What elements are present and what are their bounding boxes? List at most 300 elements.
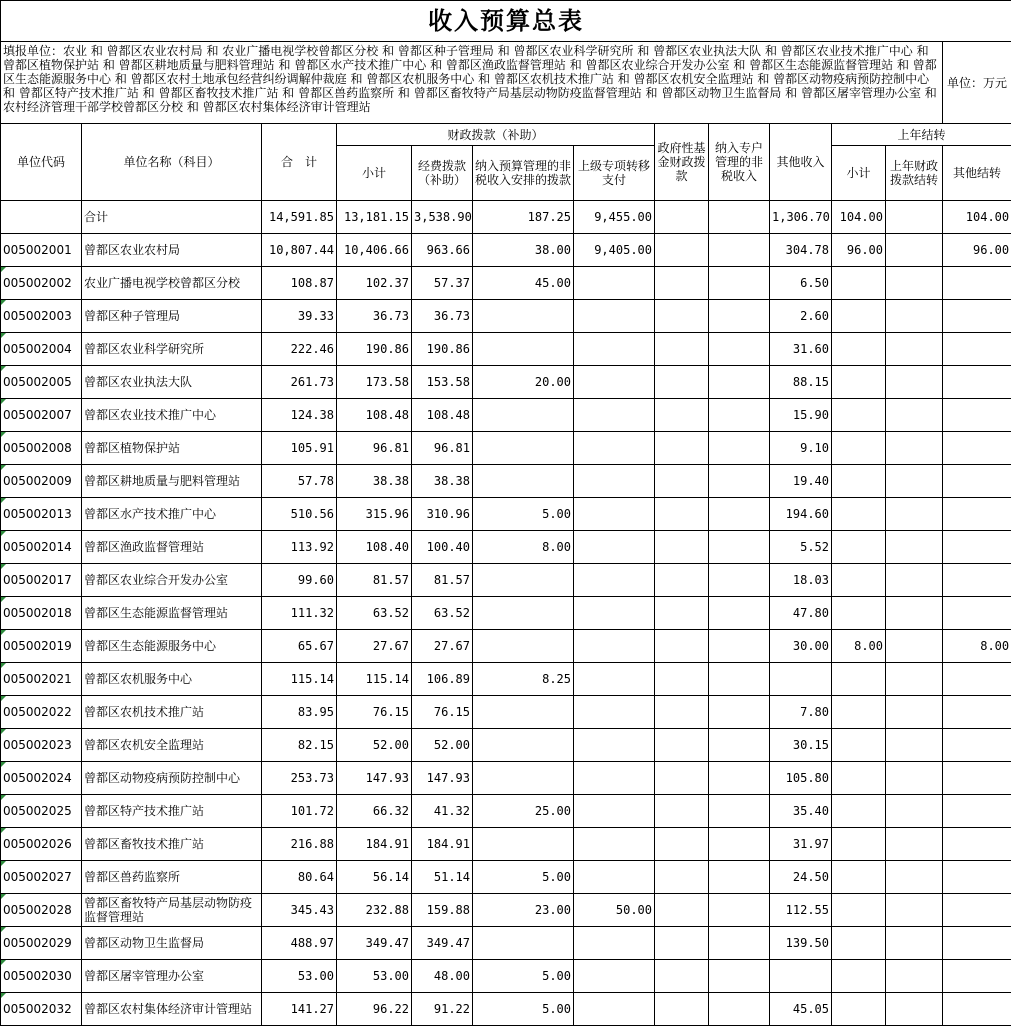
unit-name: 曾都区动物卫生监督局	[82, 927, 262, 960]
subtotal-cell: 63.52	[337, 597, 412, 630]
carry-subtotal-cell	[832, 861, 886, 894]
gov-fund-cell	[655, 366, 709, 399]
expense-cell: 27.67	[412, 630, 473, 663]
carry-other-cell: 8.00	[943, 630, 1011, 663]
carry-fiscal-cell	[886, 960, 943, 993]
carry-subtotal-cell	[832, 564, 886, 597]
carry-other-cell	[943, 729, 1011, 762]
unit-name: 曾都区生态能源监督管理站	[82, 597, 262, 630]
table-row	[1, 894, 1011, 927]
carry-other-cell	[943, 894, 1011, 927]
gov-fund-cell	[655, 927, 709, 960]
carry-other-cell: 96.00	[943, 234, 1011, 267]
unit-name: 曾都区农业科学研究所	[82, 333, 262, 366]
transfer-cell	[574, 399, 655, 432]
carry-fiscal-cell	[886, 861, 943, 894]
transfer-cell	[574, 465, 655, 498]
other-income-cell: 139.50	[770, 927, 832, 960]
page-title: 收入预算总表	[1, 1, 1011, 42]
unit-name: 曾都区水产技术推广中心	[82, 498, 262, 531]
special-cell	[709, 333, 770, 366]
expense-cell: 106.89	[412, 663, 473, 696]
special-cell	[709, 432, 770, 465]
carry-other-cell	[943, 465, 1011, 498]
unit-name: 曾都区耕地质量与肥料管理站	[82, 465, 262, 498]
carry-fiscal-cell	[886, 762, 943, 795]
gov-fund-cell	[655, 663, 709, 696]
nontax-cell: 5.00	[473, 861, 574, 894]
table-row	[1, 300, 1011, 333]
carry-other-cell	[943, 333, 1011, 366]
gov-fund-cell	[655, 465, 709, 498]
subtotal-cell: 108.48	[337, 399, 412, 432]
carry-fiscal-cell	[886, 399, 943, 432]
expense-cell: 52.00	[412, 729, 473, 762]
special-cell	[709, 861, 770, 894]
other-income-cell: 30.15	[770, 729, 832, 762]
carry-subtotal-cell	[832, 267, 886, 300]
unit-code: 005002009	[1, 465, 82, 498]
header-nontax: 纳入预算管理的非税收入安排的拨款	[473, 146, 574, 201]
carry-subtotal-cell: 96.00	[832, 234, 886, 267]
carry-other-cell	[943, 861, 1011, 894]
total-cell: 82.15	[262, 729, 337, 762]
header-subtotal: 小计	[337, 146, 412, 201]
expense-cell: 108.48	[412, 399, 473, 432]
carry-other-cell	[943, 960, 1011, 993]
carry-fiscal-cell	[886, 993, 943, 1026]
other-income-cell	[770, 663, 832, 696]
special-cell	[709, 267, 770, 300]
gov-fund-cell	[655, 531, 709, 564]
header-special: 纳入专户管理的非税收入	[709, 124, 770, 201]
other-income-cell: 45.05	[770, 993, 832, 1026]
carry-fiscal-cell	[886, 729, 943, 762]
carry-fiscal-cell	[886, 432, 943, 465]
unit-name: 曾都区畜牧技术推广站	[82, 828, 262, 861]
transfer-cell	[574, 960, 655, 993]
subtotal-cell: 38.38	[337, 465, 412, 498]
nontax-cell	[473, 696, 574, 729]
total-cell: 10,807.44	[262, 234, 337, 267]
transfer-cell	[574, 663, 655, 696]
carry-other-cell	[943, 762, 1011, 795]
table-row	[1, 366, 1011, 399]
table-row	[1, 399, 1011, 432]
nontax-cell: 20.00	[473, 366, 574, 399]
table-row	[1, 465, 1011, 498]
transfer-cell	[574, 795, 655, 828]
total-cell: 510.56	[262, 498, 337, 531]
table-row	[1, 564, 1011, 597]
transfer-cell	[574, 729, 655, 762]
unit-code: 005002014	[1, 531, 82, 564]
header-carry-fiscal: 上年财政拨款结转	[886, 146, 943, 201]
expense-cell: 963.66	[412, 234, 473, 267]
total-cell: 124.38	[262, 399, 337, 432]
carry-other-cell: 104.00	[943, 201, 1011, 234]
table-row	[1, 333, 1011, 366]
special-cell	[709, 993, 770, 1026]
subtotal-cell: 96.81	[337, 432, 412, 465]
unit-code: 005002018	[1, 597, 82, 630]
subtotal-cell: 96.22	[337, 993, 412, 1026]
special-cell	[709, 531, 770, 564]
unit-code: 005002032	[1, 993, 82, 1026]
unit-code: 005002025	[1, 795, 82, 828]
unit-code: 005002029	[1, 927, 82, 960]
total-cell: 111.32	[262, 597, 337, 630]
unit-name: 曾都区动物疫病预防控制中心	[82, 762, 262, 795]
nontax-cell: 5.00	[473, 498, 574, 531]
carry-other-cell	[943, 663, 1011, 696]
nontax-cell: 25.00	[473, 795, 574, 828]
nontax-cell	[473, 564, 574, 597]
table-row	[1, 861, 1011, 894]
expense-cell: 48.00	[412, 960, 473, 993]
unit-code: 005002022	[1, 696, 82, 729]
carry-fiscal-cell	[886, 498, 943, 531]
unit-code: 005002023	[1, 729, 82, 762]
subtotal-cell: 56.14	[337, 861, 412, 894]
carry-fiscal-cell	[886, 531, 943, 564]
nontax-cell	[473, 399, 574, 432]
gov-fund-cell	[655, 267, 709, 300]
transfer-cell	[574, 333, 655, 366]
special-cell	[709, 663, 770, 696]
nontax-cell: 187.25	[473, 201, 574, 234]
other-income-cell: 9.10	[770, 432, 832, 465]
carry-other-cell	[943, 300, 1011, 333]
subtotal-cell: 147.93	[337, 762, 412, 795]
unit-name: 曾都区植物保护站	[82, 432, 262, 465]
header-carry-subtotal: 小计	[832, 146, 886, 201]
nontax-cell	[473, 927, 574, 960]
unit-code: 005002017	[1, 564, 82, 597]
total-cell: 39.33	[262, 300, 337, 333]
expense-cell: 91.22	[412, 993, 473, 1026]
subtotal-cell: 232.88	[337, 894, 412, 927]
unit-name: 曾都区农村集体经济审计管理站	[82, 993, 262, 1026]
other-income-cell: 194.60	[770, 498, 832, 531]
expense-cell: 184.91	[412, 828, 473, 861]
carry-other-cell	[943, 498, 1011, 531]
table-row	[1, 960, 1011, 993]
nontax-cell	[473, 729, 574, 762]
table-row	[1, 729, 1011, 762]
other-income-cell: 7.80	[770, 696, 832, 729]
special-cell	[709, 201, 770, 234]
total-cell: 80.64	[262, 861, 337, 894]
carry-other-cell	[943, 399, 1011, 432]
gov-fund-cell	[655, 564, 709, 597]
unit-code: 005002003	[1, 300, 82, 333]
carry-fiscal-cell	[886, 201, 943, 234]
carry-subtotal-cell	[832, 828, 886, 861]
gov-fund-cell	[655, 795, 709, 828]
subtotal-cell: 36.73	[337, 300, 412, 333]
unit-code: 005002007	[1, 399, 82, 432]
gov-fund-cell	[655, 960, 709, 993]
carry-other-cell	[943, 597, 1011, 630]
carry-fiscal-cell	[886, 828, 943, 861]
expense-cell: 159.88	[412, 894, 473, 927]
carry-other-cell	[943, 828, 1011, 861]
table-body	[1, 201, 1011, 1026]
total-cell: 14,591.85	[262, 201, 337, 234]
special-cell	[709, 795, 770, 828]
other-income-cell: 5.52	[770, 531, 832, 564]
transfer-cell	[574, 366, 655, 399]
table-row	[1, 432, 1011, 465]
table-row	[1, 663, 1011, 696]
carry-subtotal-cell	[832, 993, 886, 1026]
unit-code: 005002001	[1, 234, 82, 267]
unit-code: 005002004	[1, 333, 82, 366]
unit-code	[1, 201, 82, 234]
carry-subtotal-cell	[832, 762, 886, 795]
expense-cell: 147.93	[412, 762, 473, 795]
total-cell: 53.00	[262, 960, 337, 993]
table-row	[1, 828, 1011, 861]
unit-code: 005002028	[1, 894, 82, 927]
gov-fund-cell	[655, 993, 709, 1026]
special-cell	[709, 762, 770, 795]
special-cell	[709, 465, 770, 498]
nontax-cell: 8.25	[473, 663, 574, 696]
carry-subtotal-cell	[832, 927, 886, 960]
expense-cell: 96.81	[412, 432, 473, 465]
other-income-cell: 88.15	[770, 366, 832, 399]
carry-subtotal-cell	[832, 498, 886, 531]
subtotal-cell: 66.32	[337, 795, 412, 828]
total-cell: 101.72	[262, 795, 337, 828]
expense-cell: 41.32	[412, 795, 473, 828]
subtotal-cell: 115.14	[337, 663, 412, 696]
expense-cell: 81.57	[412, 564, 473, 597]
total-cell: 253.73	[262, 762, 337, 795]
subtotal-cell: 52.00	[337, 729, 412, 762]
special-cell	[709, 927, 770, 960]
carry-subtotal-cell	[832, 399, 886, 432]
gov-fund-cell	[655, 432, 709, 465]
carry-subtotal-cell	[832, 597, 886, 630]
unit-code: 005002021	[1, 663, 82, 696]
nontax-cell	[473, 630, 574, 663]
special-cell	[709, 729, 770, 762]
expense-cell: 51.14	[412, 861, 473, 894]
other-income-cell	[770, 960, 832, 993]
expense-cell: 57.37	[412, 267, 473, 300]
unit-name: 曾都区种子管理局	[82, 300, 262, 333]
transfer-cell	[574, 828, 655, 861]
expense-cell: 63.52	[412, 597, 473, 630]
carry-other-cell	[943, 993, 1011, 1026]
table-row	[1, 234, 1011, 267]
total-cell: 108.87	[262, 267, 337, 300]
header-total: 合 计	[262, 124, 337, 201]
other-income-cell: 18.03	[770, 564, 832, 597]
gov-fund-cell	[655, 894, 709, 927]
transfer-cell: 9,405.00	[574, 234, 655, 267]
table-row	[1, 630, 1011, 663]
carry-fiscal-cell	[886, 795, 943, 828]
transfer-cell: 50.00	[574, 894, 655, 927]
special-cell	[709, 300, 770, 333]
expense-cell: 153.58	[412, 366, 473, 399]
unit-code: 005002019	[1, 630, 82, 663]
carry-subtotal-cell: 104.00	[832, 201, 886, 234]
expense-cell: 100.40	[412, 531, 473, 564]
expense-cell: 3,538.90	[412, 201, 473, 234]
gov-fund-cell	[655, 234, 709, 267]
carry-other-cell	[943, 366, 1011, 399]
gov-fund-cell	[655, 762, 709, 795]
special-cell	[709, 366, 770, 399]
unit-code: 005002005	[1, 366, 82, 399]
transfer-cell	[574, 564, 655, 597]
table-row	[1, 597, 1011, 630]
carry-other-cell	[943, 564, 1011, 597]
other-income-cell: 15.90	[770, 399, 832, 432]
carry-fiscal-cell	[886, 333, 943, 366]
other-income-cell: 30.00	[770, 630, 832, 663]
nontax-cell	[473, 300, 574, 333]
total-cell: 83.95	[262, 696, 337, 729]
gov-fund-cell	[655, 861, 709, 894]
expense-cell: 190.86	[412, 333, 473, 366]
special-cell	[709, 828, 770, 861]
carry-subtotal-cell	[832, 432, 886, 465]
nontax-cell	[473, 597, 574, 630]
unit-name: 曾都区屠宰管理办公室	[82, 960, 262, 993]
transfer-cell	[574, 762, 655, 795]
transfer-cell	[574, 531, 655, 564]
other-income-cell: 2.60	[770, 300, 832, 333]
table-row	[1, 267, 1011, 300]
special-cell	[709, 696, 770, 729]
table-row	[1, 762, 1011, 795]
unit-code: 005002027	[1, 861, 82, 894]
subtotal-cell: 76.15	[337, 696, 412, 729]
carry-subtotal-cell	[832, 333, 886, 366]
expense-cell: 310.96	[412, 498, 473, 531]
carry-fiscal-cell	[886, 300, 943, 333]
unit-name: 曾都区农业技术推广中心	[82, 399, 262, 432]
transfer-cell	[574, 267, 655, 300]
total-cell: 65.67	[262, 630, 337, 663]
unit-name: 曾都区畜牧特产局基层动物防疫监督管理站	[82, 894, 262, 927]
special-cell	[709, 498, 770, 531]
other-income-cell: 1,306.70	[770, 201, 832, 234]
carry-fiscal-cell	[886, 465, 943, 498]
gov-fund-cell	[655, 498, 709, 531]
unit-name: 曾都区生态能源服务中心	[82, 630, 262, 663]
header-carry-other: 其他结转	[943, 146, 1011, 201]
gov-fund-cell	[655, 399, 709, 432]
unit-name: 曾都区农机安全监理站	[82, 729, 262, 762]
special-cell	[709, 597, 770, 630]
subtotal-cell: 27.67	[337, 630, 412, 663]
unit-code: 005002008	[1, 432, 82, 465]
carry-fiscal-cell	[886, 663, 943, 696]
unit-name: 曾都区渔政监督管理站	[82, 531, 262, 564]
special-cell	[709, 960, 770, 993]
transfer-cell	[574, 597, 655, 630]
transfer-cell	[574, 927, 655, 960]
other-income-cell: 47.80	[770, 597, 832, 630]
nontax-cell	[473, 828, 574, 861]
unit-code: 005002026	[1, 828, 82, 861]
expense-cell: 76.15	[412, 696, 473, 729]
unit-name: 曾都区兽药监察所	[82, 861, 262, 894]
other-income-cell: 304.78	[770, 234, 832, 267]
total-cell: 345.43	[262, 894, 337, 927]
subtotal-cell: 184.91	[337, 828, 412, 861]
unit-code: 005002013	[1, 498, 82, 531]
transfer-cell	[574, 861, 655, 894]
table-row	[1, 696, 1011, 729]
total-cell: 216.88	[262, 828, 337, 861]
gov-fund-cell	[655, 630, 709, 663]
transfer-cell	[574, 300, 655, 333]
header-code: 单位代码	[1, 124, 82, 201]
special-cell	[709, 564, 770, 597]
gov-fund-cell	[655, 729, 709, 762]
carry-fiscal-cell	[886, 927, 943, 960]
expense-cell: 38.38	[412, 465, 473, 498]
gov-fund-cell	[655, 696, 709, 729]
header-expense: 经费拨款（补助）	[412, 146, 473, 201]
carry-other-cell	[943, 696, 1011, 729]
table-row	[1, 927, 1011, 960]
total-cell: 488.97	[262, 927, 337, 960]
carry-subtotal-cell	[832, 531, 886, 564]
subtotal-cell: 315.96	[337, 498, 412, 531]
total-cell: 141.27	[262, 993, 337, 1026]
nontax-cell: 23.00	[473, 894, 574, 927]
transfer-cell: 9,455.00	[574, 201, 655, 234]
carry-subtotal-cell: 8.00	[832, 630, 886, 663]
carry-fiscal-cell	[886, 597, 943, 630]
nontax-cell	[473, 465, 574, 498]
transfer-cell	[574, 993, 655, 1026]
nontax-cell: 45.00	[473, 267, 574, 300]
subtotal-cell: 81.57	[337, 564, 412, 597]
carry-fiscal-cell	[886, 630, 943, 663]
total-cell: 261.73	[262, 366, 337, 399]
header-carryover: 上年结转	[832, 124, 1011, 146]
carry-fiscal-cell	[886, 564, 943, 597]
total-cell: 105.91	[262, 432, 337, 465]
other-income-cell: 31.97	[770, 828, 832, 861]
header-transfer: 上级专项转移支付	[574, 146, 655, 201]
gov-fund-cell	[655, 300, 709, 333]
total-cell: 115.14	[262, 663, 337, 696]
carry-subtotal-cell	[832, 795, 886, 828]
transfer-cell	[574, 696, 655, 729]
carry-fiscal-cell	[886, 267, 943, 300]
carry-fiscal-cell	[886, 366, 943, 399]
carry-other-cell	[943, 795, 1011, 828]
unit-code: 005002002	[1, 267, 82, 300]
carry-fiscal-cell	[886, 696, 943, 729]
carry-subtotal-cell	[832, 696, 886, 729]
nontax-cell: 8.00	[473, 531, 574, 564]
special-cell	[709, 630, 770, 663]
nontax-cell	[473, 762, 574, 795]
carry-other-cell	[943, 531, 1011, 564]
